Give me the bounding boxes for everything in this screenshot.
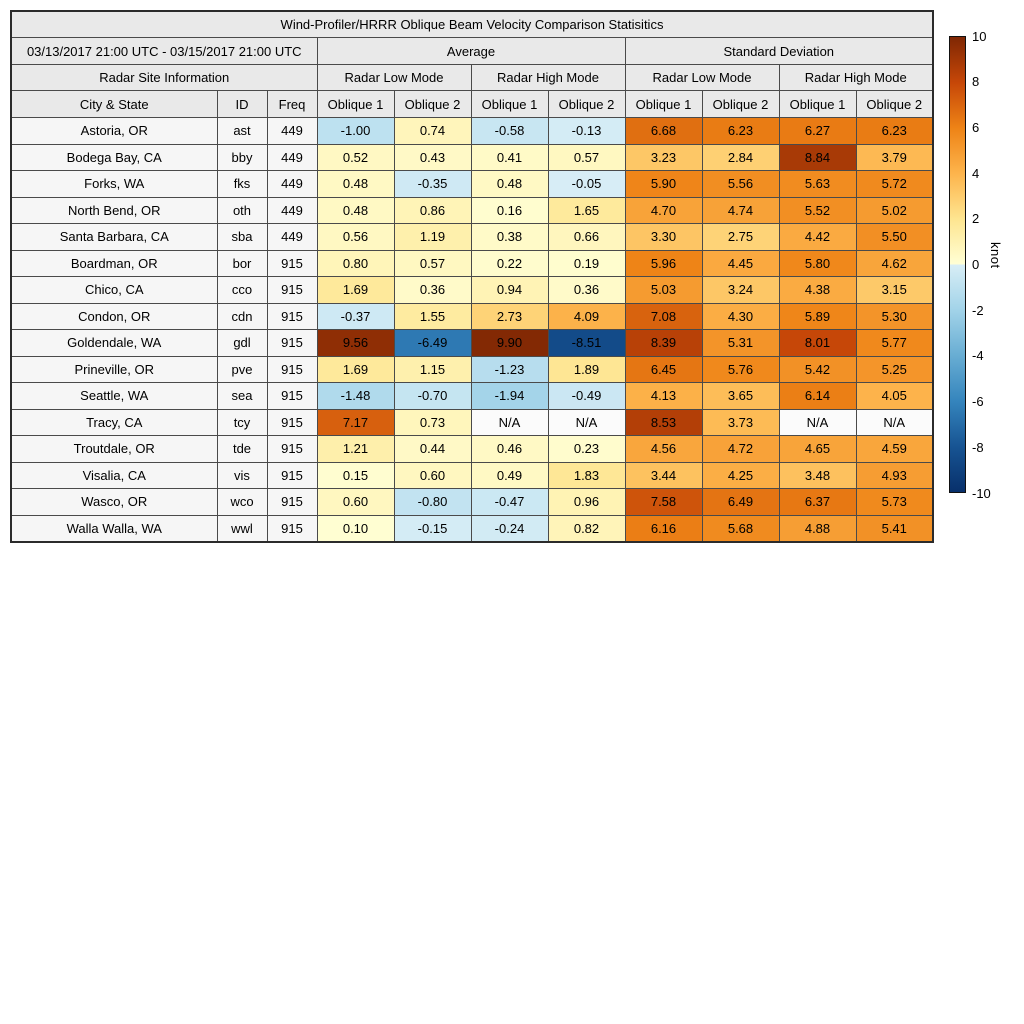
freq-cell: 915 bbox=[267, 277, 317, 304]
value-cell: 0.60 bbox=[317, 489, 394, 516]
table-row bbox=[11, 515, 933, 542]
value-cell: 5.25 bbox=[856, 356, 933, 383]
value-cell: 0.48 bbox=[317, 197, 394, 224]
site-id-cell: bby bbox=[217, 144, 267, 171]
value-cell: 0.36 bbox=[548, 277, 625, 304]
table-row bbox=[11, 303, 933, 330]
header-oblique-2: Oblique 2 bbox=[702, 91, 779, 118]
value-cell: 0.48 bbox=[317, 171, 394, 198]
header-average: Average bbox=[317, 38, 625, 65]
value-cell: 0.15 bbox=[317, 462, 394, 489]
value-cell: 5.56 bbox=[702, 171, 779, 198]
city-cell: Prineville, OR bbox=[11, 356, 217, 383]
group-header-row bbox=[11, 38, 933, 65]
header-oblique-2: Oblique 2 bbox=[548, 91, 625, 118]
value-cell: 1.65 bbox=[548, 197, 625, 224]
freq-cell: 915 bbox=[267, 436, 317, 463]
table-row bbox=[11, 383, 933, 410]
value-cell: 4.45 bbox=[702, 250, 779, 277]
header-oblique-1: Oblique 1 bbox=[471, 91, 548, 118]
value-cell: 3.79 bbox=[856, 144, 933, 171]
site-id-cell: vis bbox=[217, 462, 267, 489]
value-cell: 6.68 bbox=[625, 118, 702, 145]
header-oblique-1: Oblique 1 bbox=[625, 91, 702, 118]
table-row bbox=[11, 224, 933, 251]
header-city-state: City & State bbox=[11, 91, 217, 118]
city-cell: Forks, WA bbox=[11, 171, 217, 198]
title-row bbox=[11, 11, 933, 38]
value-cell: 0.23 bbox=[548, 436, 625, 463]
freq-cell: 449 bbox=[267, 118, 317, 145]
value-cell: 0.46 bbox=[471, 436, 548, 463]
table-title: Wind-Profiler/HRRR Oblique Beam Velocity Comparison Statisitics bbox=[11, 11, 933, 38]
colorbar-tick-label: -10 bbox=[972, 485, 991, 501]
value-cell: 0.57 bbox=[394, 250, 471, 277]
value-cell: 9.56 bbox=[317, 330, 394, 357]
value-cell: -0.70 bbox=[394, 383, 471, 410]
value-cell: -0.13 bbox=[548, 118, 625, 145]
header-std-low-mode: Radar Low Mode bbox=[625, 65, 779, 91]
value-cell: 0.60 bbox=[394, 462, 471, 489]
value-cell: 8.01 bbox=[779, 330, 856, 357]
colorbar-tick-label: 8 bbox=[972, 74, 980, 90]
colorbar-tick-label: 0 bbox=[972, 257, 980, 272]
header-oblique-2: Oblique 2 bbox=[394, 91, 471, 118]
freq-cell: 915 bbox=[267, 330, 317, 357]
site-id-cell: wco bbox=[217, 489, 267, 516]
site-id-cell: gdl bbox=[217, 330, 267, 357]
value-cell: -0.24 bbox=[471, 515, 548, 542]
value-cell: 1.15 bbox=[394, 356, 471, 383]
value-cell: N/A bbox=[779, 409, 856, 436]
value-cell: 0.82 bbox=[548, 515, 625, 542]
value-cell: 0.10 bbox=[317, 515, 394, 542]
value-cell: 0.43 bbox=[394, 144, 471, 171]
value-cell: 3.65 bbox=[702, 383, 779, 410]
value-cell: 4.70 bbox=[625, 197, 702, 224]
colorbar-tick-label: -4 bbox=[972, 348, 984, 364]
value-cell: 4.62 bbox=[856, 250, 933, 277]
value-cell: 2.75 bbox=[702, 224, 779, 251]
table-row bbox=[11, 250, 933, 277]
table-row bbox=[11, 197, 933, 224]
table-row bbox=[11, 409, 933, 436]
value-cell: -0.58 bbox=[471, 118, 548, 145]
value-cell: 4.30 bbox=[702, 303, 779, 330]
value-cell: 1.69 bbox=[317, 356, 394, 383]
value-cell: 0.48 bbox=[471, 171, 548, 198]
value-cell: 6.45 bbox=[625, 356, 702, 383]
value-cell: 1.83 bbox=[548, 462, 625, 489]
value-cell: 0.44 bbox=[394, 436, 471, 463]
site-id-cell: oth bbox=[217, 197, 267, 224]
value-cell: 5.02 bbox=[856, 197, 933, 224]
freq-cell: 915 bbox=[267, 250, 317, 277]
header-freq: Freq bbox=[267, 91, 317, 118]
value-cell: 5.90 bbox=[625, 171, 702, 198]
value-cell: 4.13 bbox=[625, 383, 702, 410]
site-id-cell: bor bbox=[217, 250, 267, 277]
value-cell: 3.30 bbox=[625, 224, 702, 251]
freq-cell: 915 bbox=[267, 303, 317, 330]
table-row bbox=[11, 118, 933, 145]
header-oblique-2: Oblique 2 bbox=[856, 91, 933, 118]
value-cell: 0.66 bbox=[548, 224, 625, 251]
value-cell: N/A bbox=[548, 409, 625, 436]
header-oblique-1: Oblique 1 bbox=[779, 91, 856, 118]
value-cell: 0.57 bbox=[548, 144, 625, 171]
value-cell: 0.73 bbox=[394, 409, 471, 436]
table-row bbox=[11, 330, 933, 357]
value-cell: -0.35 bbox=[394, 171, 471, 198]
value-cell: -0.49 bbox=[548, 383, 625, 410]
city-cell: Seattle, WA bbox=[11, 383, 217, 410]
value-cell: 9.90 bbox=[471, 330, 548, 357]
value-cell: 5.72 bbox=[856, 171, 933, 198]
value-cell: 2.73 bbox=[471, 303, 548, 330]
city-cell: Walla Walla, WA bbox=[11, 515, 217, 542]
table-row bbox=[11, 144, 933, 171]
value-cell: -1.00 bbox=[317, 118, 394, 145]
site-id-cell: wwl bbox=[217, 515, 267, 542]
value-cell: 3.24 bbox=[702, 277, 779, 304]
value-cell: -1.48 bbox=[317, 383, 394, 410]
stats-table bbox=[10, 10, 934, 543]
value-cell: 5.41 bbox=[856, 515, 933, 542]
value-cell: 3.44 bbox=[625, 462, 702, 489]
table-row bbox=[11, 489, 933, 516]
value-cell: 0.41 bbox=[471, 144, 548, 171]
header-standard-deviation: Standard Deviation bbox=[625, 38, 933, 65]
freq-cell: 915 bbox=[267, 383, 317, 410]
colorbar-tick-label: 10 bbox=[972, 28, 987, 44]
value-cell: 8.53 bbox=[625, 409, 702, 436]
value-cell: -8.51 bbox=[548, 330, 625, 357]
freq-cell: 915 bbox=[267, 515, 317, 542]
value-cell: 3.73 bbox=[702, 409, 779, 436]
freq-cell: 449 bbox=[267, 224, 317, 251]
colorbar-tick-label: 2 bbox=[972, 211, 980, 227]
value-cell: 4.25 bbox=[702, 462, 779, 489]
date-range: 03/13/2017 21:00 UTC - 03/15/2017 21:00 UTC bbox=[11, 38, 317, 65]
site-id-cell: sea bbox=[217, 383, 267, 410]
value-cell: 6.37 bbox=[779, 489, 856, 516]
value-cell: 0.74 bbox=[394, 118, 471, 145]
value-cell: 4.09 bbox=[548, 303, 625, 330]
freq-cell: 915 bbox=[267, 409, 317, 436]
value-cell: -0.05 bbox=[548, 171, 625, 198]
value-cell: 1.55 bbox=[394, 303, 471, 330]
colorbar-gradient bbox=[949, 36, 966, 493]
table-row bbox=[11, 436, 933, 463]
site-id-cell: tde bbox=[217, 436, 267, 463]
table-row bbox=[11, 356, 933, 383]
value-cell: 1.21 bbox=[317, 436, 394, 463]
value-cell: 5.76 bbox=[702, 356, 779, 383]
city-cell: Goldendale, WA bbox=[11, 330, 217, 357]
value-cell: 3.48 bbox=[779, 462, 856, 489]
value-cell: 5.30 bbox=[856, 303, 933, 330]
value-cell: 0.56 bbox=[317, 224, 394, 251]
city-cell: North Bend, OR bbox=[11, 197, 217, 224]
value-cell: 1.19 bbox=[394, 224, 471, 251]
value-cell: 6.14 bbox=[779, 383, 856, 410]
city-cell: Troutdale, OR bbox=[11, 436, 217, 463]
value-cell: 5.89 bbox=[779, 303, 856, 330]
city-cell: Wasco, OR bbox=[11, 489, 217, 516]
header-std-high-mode: Radar High Mode bbox=[779, 65, 933, 91]
value-cell: 0.94 bbox=[471, 277, 548, 304]
value-cell: 5.80 bbox=[779, 250, 856, 277]
site-id-cell: cdn bbox=[217, 303, 267, 330]
value-cell: 0.19 bbox=[548, 250, 625, 277]
value-cell: 4.38 bbox=[779, 277, 856, 304]
value-cell: 0.22 bbox=[471, 250, 548, 277]
value-cell: 5.50 bbox=[856, 224, 933, 251]
city-cell: Santa Barbara, CA bbox=[11, 224, 217, 251]
city-cell: Chico, CA bbox=[11, 277, 217, 304]
value-cell: 4.88 bbox=[779, 515, 856, 542]
header-id: ID bbox=[217, 91, 267, 118]
value-cell: 4.72 bbox=[702, 436, 779, 463]
value-cell: 6.16 bbox=[625, 515, 702, 542]
header-radar-site-info: Radar Site Information bbox=[11, 65, 317, 91]
city-cell: Boardman, OR bbox=[11, 250, 217, 277]
freq-cell: 449 bbox=[267, 197, 317, 224]
city-cell: Tracy, CA bbox=[11, 409, 217, 436]
freq-cell: 449 bbox=[267, 171, 317, 198]
value-cell: 5.68 bbox=[702, 515, 779, 542]
value-cell: -0.80 bbox=[394, 489, 471, 516]
table-row bbox=[11, 462, 933, 489]
header-oblique-1: Oblique 1 bbox=[317, 91, 394, 118]
value-cell: 3.15 bbox=[856, 277, 933, 304]
value-cell: 0.86 bbox=[394, 197, 471, 224]
value-cell: -0.15 bbox=[394, 515, 471, 542]
value-cell: 2.84 bbox=[702, 144, 779, 171]
value-cell: 1.69 bbox=[317, 277, 394, 304]
freq-cell: 915 bbox=[267, 462, 317, 489]
value-cell: 5.96 bbox=[625, 250, 702, 277]
value-cell: 6.27 bbox=[779, 118, 856, 145]
value-cell: 0.16 bbox=[471, 197, 548, 224]
freq-cell: 915 bbox=[267, 489, 317, 516]
value-cell: 6.49 bbox=[702, 489, 779, 516]
value-cell: 0.38 bbox=[471, 224, 548, 251]
city-cell: Bodega Bay, CA bbox=[11, 144, 217, 171]
column-header-row bbox=[11, 91, 933, 118]
table-row bbox=[11, 277, 933, 304]
colorbar-tick-label: 6 bbox=[972, 119, 980, 135]
value-cell: N/A bbox=[856, 409, 933, 436]
colorbar-unit-label: knot bbox=[988, 242, 1003, 269]
header-avg-low-mode: Radar Low Mode bbox=[317, 65, 471, 91]
colorbar-tick-label: 4 bbox=[972, 165, 980, 181]
freq-cell: 915 bbox=[267, 356, 317, 383]
value-cell: 7.08 bbox=[625, 303, 702, 330]
value-cell: 0.80 bbox=[317, 250, 394, 277]
colorbar-tick-label: -6 bbox=[972, 394, 984, 410]
table-row bbox=[11, 171, 933, 198]
site-id-cell: ast bbox=[217, 118, 267, 145]
value-cell: -0.47 bbox=[471, 489, 548, 516]
city-cell: Visalia, CA bbox=[11, 462, 217, 489]
value-cell: 3.23 bbox=[625, 144, 702, 171]
value-cell: 4.93 bbox=[856, 462, 933, 489]
site-id-cell: sba bbox=[217, 224, 267, 251]
value-cell: 4.59 bbox=[856, 436, 933, 463]
value-cell: 5.31 bbox=[702, 330, 779, 357]
colorbar-tick-label: -8 bbox=[972, 439, 984, 455]
value-cell: 6.23 bbox=[856, 118, 933, 145]
site-id-cell: tcy bbox=[217, 409, 267, 436]
value-cell: 5.03 bbox=[625, 277, 702, 304]
value-cell: 0.36 bbox=[394, 277, 471, 304]
value-cell: 4.65 bbox=[779, 436, 856, 463]
site-id-cell: fks bbox=[217, 171, 267, 198]
value-cell: 6.23 bbox=[702, 118, 779, 145]
value-cell: 0.49 bbox=[471, 462, 548, 489]
value-cell: 4.56 bbox=[625, 436, 702, 463]
value-cell: 5.77 bbox=[856, 330, 933, 357]
freq-cell: 449 bbox=[267, 144, 317, 171]
city-cell: Astoria, OR bbox=[11, 118, 217, 145]
site-id-cell: pve bbox=[217, 356, 267, 383]
value-cell: 5.63 bbox=[779, 171, 856, 198]
value-cell: 7.17 bbox=[317, 409, 394, 436]
colorbar bbox=[949, 28, 1024, 501]
value-cell: 0.52 bbox=[317, 144, 394, 171]
city-cell: Condon, OR bbox=[11, 303, 217, 330]
value-cell: 8.84 bbox=[779, 144, 856, 171]
value-cell: N/A bbox=[471, 409, 548, 436]
header-avg-high-mode: Radar High Mode bbox=[471, 65, 625, 91]
value-cell: 8.39 bbox=[625, 330, 702, 357]
value-cell: 1.89 bbox=[548, 356, 625, 383]
value-cell: 4.74 bbox=[702, 197, 779, 224]
colorbar-tick-label: -2 bbox=[972, 302, 984, 318]
value-cell: -0.37 bbox=[317, 303, 394, 330]
value-cell: 0.96 bbox=[548, 489, 625, 516]
value-cell: 5.52 bbox=[779, 197, 856, 224]
value-cell: 5.73 bbox=[856, 489, 933, 516]
value-cell: 4.05 bbox=[856, 383, 933, 410]
site-id-cell: cco bbox=[217, 277, 267, 304]
mode-header-row bbox=[11, 65, 933, 91]
value-cell: -1.23 bbox=[471, 356, 548, 383]
value-cell: -1.94 bbox=[471, 383, 548, 410]
value-cell: 7.58 bbox=[625, 489, 702, 516]
value-cell: 4.42 bbox=[779, 224, 856, 251]
value-cell: 5.42 bbox=[779, 356, 856, 383]
value-cell: -6.49 bbox=[394, 330, 471, 357]
